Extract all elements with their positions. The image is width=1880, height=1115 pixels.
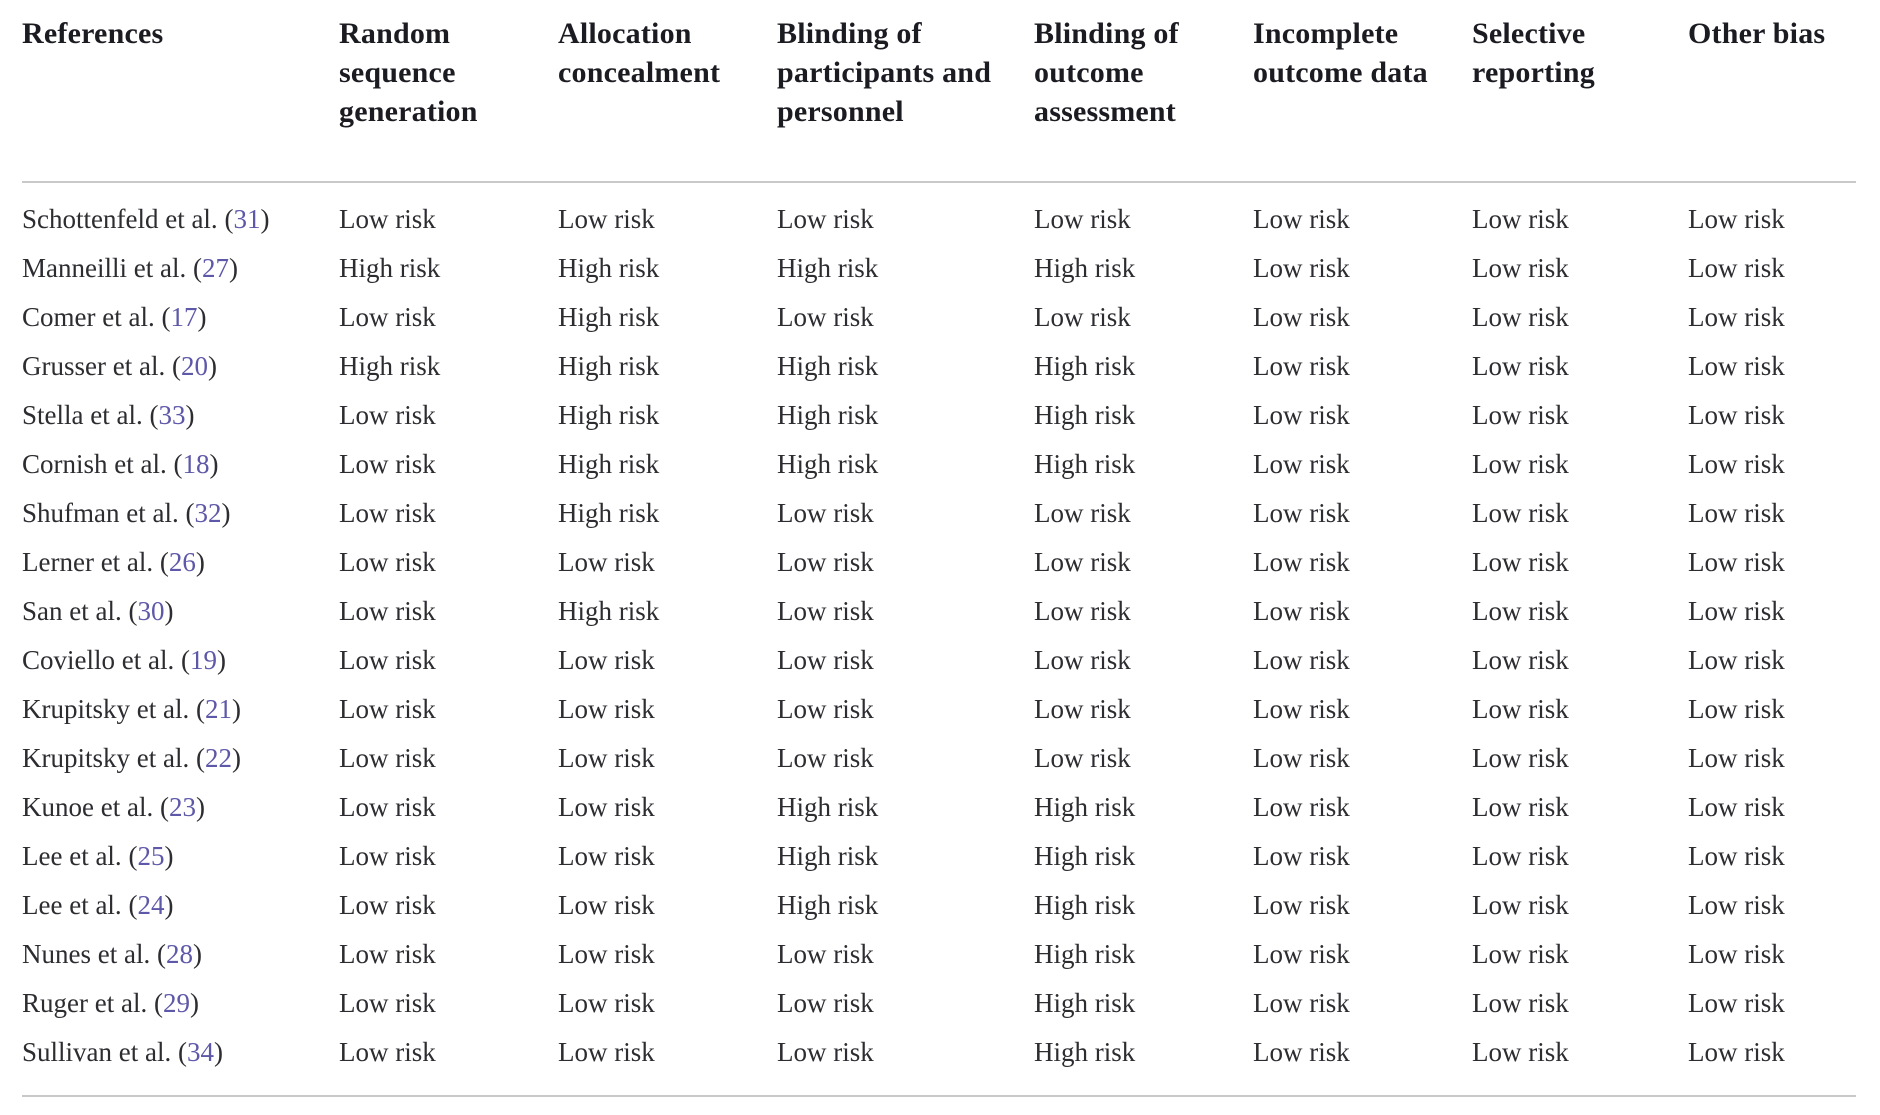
risk-cell-incomplete-outcome-data: Low risk [1253,694,1350,724]
risk-of-bias-table [22,0,1856,1097]
risk-cell-blinding-of-participants-and-personnel: Low risk [777,1028,1034,1096]
risk-cell-random-sequence-generation: Low risk [339,302,436,332]
reference-cell: Comer et al. (17) [22,302,207,332]
risk-cell-blinding-of-participants-and-personnel: High risk [777,253,879,283]
table-row [22,182,1856,244]
reference-author: Comer et al. [22,302,155,332]
reference-cell: Lee et al. (24) [22,890,174,920]
column-header-blinding-of-outcome-assessment: Blinding of outcome assessment [1034,0,1253,182]
risk-cell-random-sequence-generation: High risk [339,253,441,283]
risk-cell-blinding-of-participants-and-personnel: High risk [777,400,879,430]
citation-link[interactable]: 18 [182,449,210,479]
risk-cell-selective-reporting: Low risk [1472,792,1569,822]
reference-cell: Coviello et al. (19) [22,645,226,675]
reference-author: Lee et al. [22,890,122,920]
risk-cell-random-sequence-generation: Low risk [339,547,436,577]
risk-cell-selective-reporting: Low risk [1472,694,1569,724]
column-header-incomplete-outcome-data: Incomplete outcome data [1253,0,1472,182]
risk-cell-other-bias: Low risk [1688,547,1785,577]
citation-link[interactable]: 26 [168,547,196,577]
table-row [22,734,1856,783]
column-header-random-sequence-generation: Random sequence generation [339,0,558,182]
risk-cell-blinding-of-participants-and-personnel: Low risk [777,547,874,577]
risk-cell-blinding-of-participants-and-personnel: Low risk [777,204,874,234]
risk-cell-other-bias: Low risk [1688,253,1785,283]
risk-cell-blinding-of-outcome-assessment: Low risk [1034,743,1131,773]
risk-cell-blinding-of-participants-and-personnel: Low risk [777,302,874,332]
risk-cell-selective-reporting: Low risk [1472,1028,1688,1096]
risk-cell-allocation-concealment: Low risk [558,988,655,1018]
risk-cell-blinding-of-outcome-assessment: High risk [1034,253,1136,283]
risk-cell-allocation-concealment: High risk [558,498,660,528]
reference-cell: Nunes et al. (28) [22,939,202,969]
risk-cell-allocation-concealment: Low risk [558,792,655,822]
reference-cell: Krupitsky et al. (21) [22,694,241,724]
risk-cell-other-bias: Low risk [1688,792,1785,822]
column-header-selective-reporting: Selective reporting [1472,0,1688,182]
risk-cell-other-bias: Low risk [1688,645,1785,675]
risk-cell-other-bias: Low risk [1688,449,1785,479]
table-row [22,685,1856,734]
risk-cell-selective-reporting: Low risk [1472,253,1569,283]
table-row [22,1028,1856,1096]
column-header-other-bias: Other bias [1688,0,1856,182]
risk-cell-other-bias: Low risk [1688,743,1785,773]
reference-author: Lerner et al. [22,547,154,577]
reference-author: Lee et al. [22,841,122,871]
risk-cell-allocation-concealment: High risk [558,400,660,430]
reference-cell: Lerner et al. (26) [22,547,205,577]
table-header-row [22,0,1856,182]
risk-cell-blinding-of-participants-and-personnel: High risk [777,890,879,920]
risk-cell-other-bias: Low risk [1688,841,1785,871]
risk-cell-blinding-of-outcome-assessment: Low risk [1034,547,1131,577]
reference-author: Coviello et al. [22,645,175,675]
reference-cell: Ruger et al. (29) [22,988,199,1018]
risk-cell-blinding-of-participants-and-personnel: High risk [777,351,879,381]
reference-author: San et al. [22,596,122,626]
risk-cell-allocation-concealment: High risk [558,302,660,332]
risk-cell-blinding-of-participants-and-personnel: High risk [777,449,879,479]
risk-cell-blinding-of-outcome-assessment: High risk [1034,939,1136,969]
reference-cell: Lee et al. (25) [22,841,174,871]
risk-cell-random-sequence-generation: Low risk [339,792,436,822]
risk-cell-allocation-concealment: Low risk [558,547,655,577]
column-header-references: References [22,0,339,182]
risk-cell-selective-reporting: Low risk [1472,841,1569,871]
risk-cell-incomplete-outcome-data: Low risk [1253,547,1350,577]
reference-author: Sullivan et al. [22,1037,172,1067]
risk-cell-blinding-of-participants-and-personnel: Low risk [777,498,874,528]
reference-cell: Shufman et al. (32) [22,498,231,528]
risk-cell-incomplete-outcome-data: Low risk [1253,1028,1472,1096]
risk-cell-incomplete-outcome-data: Low risk [1253,596,1350,626]
risk-cell-random-sequence-generation: Low risk [339,400,436,430]
risk-cell-blinding-of-outcome-assessment: Low risk [1034,596,1131,626]
risk-cell-blinding-of-outcome-assessment: Low risk [1034,645,1131,675]
table-row [22,881,1856,930]
risk-cell-allocation-concealment: High risk [558,253,660,283]
table-body [22,182,1856,1096]
risk-cell-selective-reporting: Low risk [1472,449,1569,479]
risk-cell-selective-reporting: Low risk [1472,939,1569,969]
reference-cell: San et al. (30) [22,596,174,626]
citation-link[interactable]: 29 [162,988,190,1018]
risk-cell-other-bias: Low risk [1688,939,1785,969]
reference-cell: Sullivan et al. (34) [22,1028,339,1096]
risk-cell-blinding-of-outcome-assessment: High risk [1034,841,1136,871]
citation-link[interactable]: 28 [165,939,193,969]
risk-cell-blinding-of-outcome-assessment: Low risk [1034,204,1131,234]
risk-cell-blinding-of-participants-and-personnel: Low risk [777,988,874,1018]
reference-author: Krupitsky et al. [22,743,190,773]
reference-cell: Manneilli et al. (27) [22,253,238,283]
risk-cell-other-bias: Low risk [1688,351,1785,381]
citation-link[interactable]: 25 [137,841,165,871]
risk-cell-incomplete-outcome-data: Low risk [1253,253,1350,283]
risk-cell-random-sequence-generation: Low risk [339,498,436,528]
table-row [22,636,1856,685]
reference-cell: Grusser et al. (20) [22,351,217,381]
risk-cell-blinding-of-outcome-assessment: High risk [1034,792,1136,822]
risk-cell-incomplete-outcome-data: Low risk [1253,498,1350,528]
risk-cell-incomplete-outcome-data: Low risk [1253,939,1350,969]
risk-cell-blinding-of-outcome-assessment: Low risk [1034,302,1131,332]
risk-cell-allocation-concealment: High risk [558,449,660,479]
citation-link[interactable]: 20 [180,351,208,381]
risk-cell-blinding-of-participants-and-personnel: High risk [777,792,879,822]
risk-cell-other-bias: Low risk [1688,400,1785,430]
risk-cell-allocation-concealment: High risk [558,351,660,381]
risk-cell-incomplete-outcome-data: Low risk [1253,841,1350,871]
risk-cell-allocation-concealment: Low risk [558,645,655,675]
risk-cell-random-sequence-generation: Low risk [339,988,436,1018]
reference-author: Krupitsky et al. [22,694,190,724]
reference-cell: Kunoe et al. (23) [22,792,205,822]
citation-link[interactable]: 23 [168,792,196,822]
risk-cell-other-bias: Low risk [1688,302,1785,332]
citation-link[interactable]: 19 [189,645,217,675]
risk-cell-selective-reporting: Low risk [1472,351,1569,381]
risk-cell-incomplete-outcome-data: Low risk [1253,645,1350,675]
risk-cell-selective-reporting: Low risk [1472,204,1569,234]
risk-cell-blinding-of-outcome-assessment: High risk [1034,449,1136,479]
risk-cell-random-sequence-generation: Low risk [339,645,436,675]
risk-cell-allocation-concealment: Low risk [558,743,655,773]
citation-link[interactable]: 27 [201,253,229,283]
risk-cell-random-sequence-generation: Low risk [339,1028,558,1096]
reference-author: Ruger et al. [22,988,148,1018]
table-row [22,930,1856,979]
risk-cell-random-sequence-generation: High risk [339,351,441,381]
risk-cell-random-sequence-generation: Low risk [339,939,436,969]
risk-cell-selective-reporting: Low risk [1472,498,1569,528]
reference-author: Stella et al. [22,400,143,430]
reference-author: Nunes et al. [22,939,151,969]
table-row [22,342,1856,391]
table-row [22,489,1856,538]
risk-cell-incomplete-outcome-data: Low risk [1253,204,1350,234]
risk-cell-blinding-of-outcome-assessment: High risk [1034,988,1136,1018]
reference-author: Schottenfeld et al. [22,204,218,234]
table-header [22,0,1856,182]
risk-cell-incomplete-outcome-data: Low risk [1253,743,1350,773]
risk-cell-incomplete-outcome-data: Low risk [1253,351,1350,381]
risk-cell-blinding-of-outcome-assessment: High risk [1034,400,1136,430]
risk-cell-random-sequence-generation: Low risk [339,841,436,871]
reference-author: Shufman et al. [22,498,179,528]
citation-link[interactable]: 34 [186,1037,214,1067]
risk-cell-blinding-of-outcome-assessment: Low risk [1034,694,1131,724]
risk-cell-random-sequence-generation: Low risk [339,596,436,626]
risk-cell-blinding-of-outcome-assessment: High risk [1034,351,1136,381]
risk-cell-other-bias: Low risk [1688,694,1785,724]
citation-link[interactable]: 22 [204,743,232,773]
risk-cell-random-sequence-generation: Low risk [339,449,436,479]
reference-author: Grusser et al. [22,351,166,381]
risk-cell-other-bias: Low risk [1688,1028,1856,1096]
risk-cell-selective-reporting: Low risk [1472,890,1569,920]
risk-cell-incomplete-outcome-data: Low risk [1253,449,1350,479]
risk-cell-other-bias: Low risk [1688,204,1785,234]
reference-cell: Cornish et al. (18) [22,449,219,479]
table-row [22,244,1856,293]
reference-author: Cornish et al. [22,449,167,479]
citation-link[interactable]: 24 [137,890,165,920]
risk-cell-allocation-concealment: Low risk [558,841,655,871]
risk-cell-blinding-of-participants-and-personnel: High risk [777,841,879,871]
risk-cell-allocation-concealment: Low risk [558,694,655,724]
citation-link[interactable]: 17 [170,302,198,332]
citation-link[interactable]: 21 [204,694,232,724]
risk-cell-selective-reporting: Low risk [1472,645,1569,675]
risk-cell-random-sequence-generation: Low risk [339,204,436,234]
table-row [22,979,1856,1028]
risk-cell-selective-reporting: Low risk [1472,743,1569,773]
risk-cell-incomplete-outcome-data: Low risk [1253,988,1350,1018]
risk-cell-other-bias: Low risk [1688,596,1785,626]
risk-cell-blinding-of-outcome-assessment: High risk [1034,890,1136,920]
citation-link[interactable]: 31 [233,204,261,234]
table-row [22,391,1856,440]
column-header-blinding-of-participants-and-personnel: Blinding of participants and personnel [777,0,1034,182]
citation-link[interactable]: 30 [137,596,165,626]
risk-cell-blinding-of-participants-and-personnel: Low risk [777,743,874,773]
risk-cell-blinding-of-participants-and-personnel: Low risk [777,596,874,626]
risk-cell-selective-reporting: Low risk [1472,988,1569,1018]
risk-cell-blinding-of-outcome-assessment: High risk [1034,1028,1253,1096]
reference-cell: Stella et al. (33) [22,400,195,430]
citation-link[interactable]: 33 [158,400,186,430]
risk-cell-incomplete-outcome-data: Low risk [1253,400,1350,430]
reference-author: Manneilli et al. [22,253,187,283]
reference-author: Kunoe et al. [22,792,154,822]
risk-cell-selective-reporting: Low risk [1472,596,1569,626]
risk-cell-blinding-of-participants-and-personnel: Low risk [777,694,874,724]
risk-cell-random-sequence-generation: Low risk [339,890,436,920]
table-row [22,293,1856,342]
risk-cell-selective-reporting: Low risk [1472,302,1569,332]
reference-cell: Schottenfeld et al. (31) [22,204,270,234]
reference-cell: Krupitsky et al. (22) [22,743,241,773]
risk-cell-incomplete-outcome-data: Low risk [1253,792,1350,822]
citation-link[interactable]: 32 [194,498,222,528]
risk-cell-allocation-concealment: High risk [558,596,660,626]
risk-cell-selective-reporting: Low risk [1472,547,1569,577]
risk-cell-incomplete-outcome-data: Low risk [1253,302,1350,332]
risk-cell-blinding-of-outcome-assessment: Low risk [1034,498,1131,528]
risk-cell-other-bias: Low risk [1688,988,1785,1018]
table-row [22,538,1856,587]
risk-cell-random-sequence-generation: Low risk [339,743,436,773]
risk-cell-blinding-of-participants-and-personnel: Low risk [777,939,874,969]
table-row [22,587,1856,636]
column-header-allocation-concealment: Allocation concealment [558,0,777,182]
risk-cell-allocation-concealment: Low risk [558,204,655,234]
risk-cell-selective-reporting: Low risk [1472,400,1569,430]
risk-cell-incomplete-outcome-data: Low risk [1253,890,1350,920]
table-row [22,440,1856,489]
risk-cell-random-sequence-generation: Low risk [339,694,436,724]
risk-cell-allocation-concealment: Low risk [558,890,655,920]
risk-cell-other-bias: Low risk [1688,890,1785,920]
risk-cell-blinding-of-participants-and-personnel: Low risk [777,645,874,675]
risk-cell-allocation-concealment: Low risk [558,939,655,969]
table-row [22,783,1856,832]
risk-cell-allocation-concealment: Low risk [558,1028,777,1096]
risk-cell-other-bias: Low risk [1688,498,1785,528]
table-row [22,832,1856,881]
